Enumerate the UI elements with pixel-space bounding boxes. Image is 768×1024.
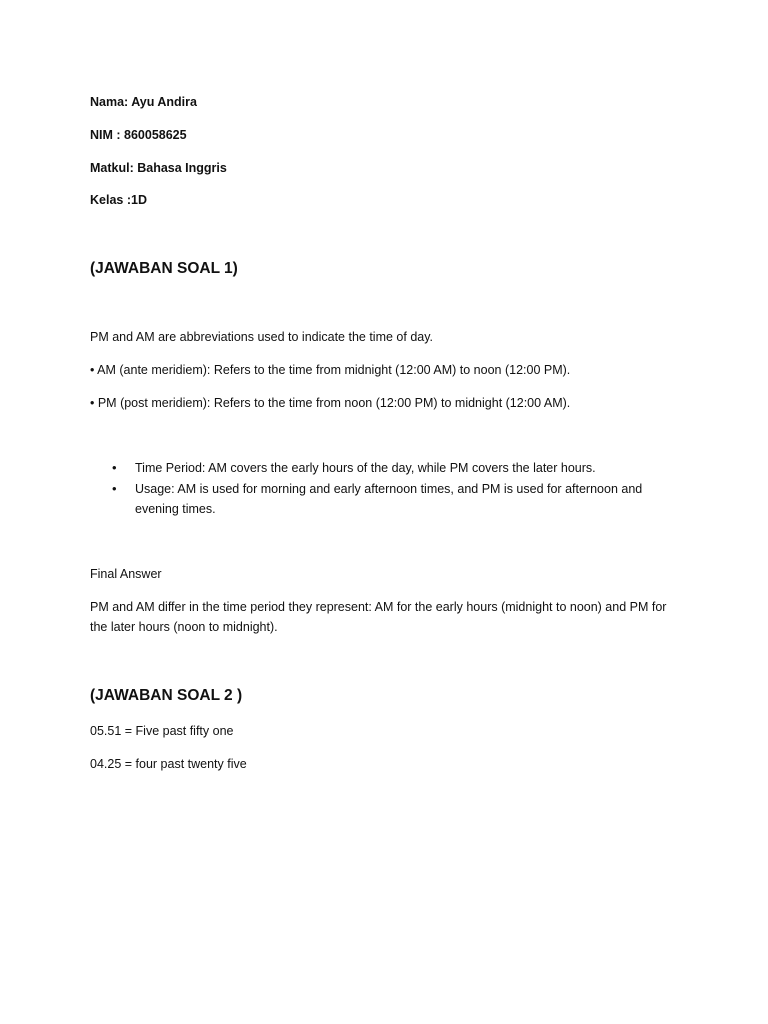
- comparison-bullet-list: [90, 458, 680, 520]
- student-name: Nama: Ayu Andira: [90, 95, 197, 109]
- section1-heading: (JAWABAN SOAL 1): [90, 260, 238, 277]
- student-nim: NIM : 860058625: [90, 128, 187, 142]
- time-answer-2: 04.25 = four past twenty five: [90, 757, 247, 771]
- bullet-item-time-period: [90, 458, 680, 479]
- final-answer-text: PM and AM differ in the time period they represent: AM for the early hours (midnight to noon) and PM for the later hours (noon to midnight).: [90, 600, 667, 634]
- time-answer-1: 05.51 = Five past fifty one: [90, 724, 234, 738]
- pm-definition: • PM (post meridiem): Refers to the time from noon (12:00 PM) to midnight (12:00 AM).: [90, 396, 571, 410]
- bullet-text: Time Period: AM covers the early hours of the day, while PM covers the later hours.: [135, 461, 596, 475]
- class-name: Kelas :1D: [90, 193, 147, 207]
- bullet-icon: •: [112, 460, 117, 475]
- am-definition: • AM (ante meridiem): Refers to the time from midnight (12:00 AM) to noon (12:00 PM).: [90, 363, 571, 377]
- bullet-text: Usage: AM is used for morning and early afternoon times, and PM is used for afternoon and evening times.: [135, 481, 643, 516]
- section1-intro: PM and AM are abbreviations used to indicate the time of day.: [90, 330, 434, 344]
- bullet-icon: •: [112, 480, 117, 496]
- bullet-item-usage: [90, 479, 680, 520]
- course-name: Matkul: Bahasa Inggris: [90, 161, 227, 175]
- section2-heading: (JAWABAN SOAL 2 ): [90, 687, 243, 704]
- final-answer-label: Final Answer: [90, 567, 162, 581]
